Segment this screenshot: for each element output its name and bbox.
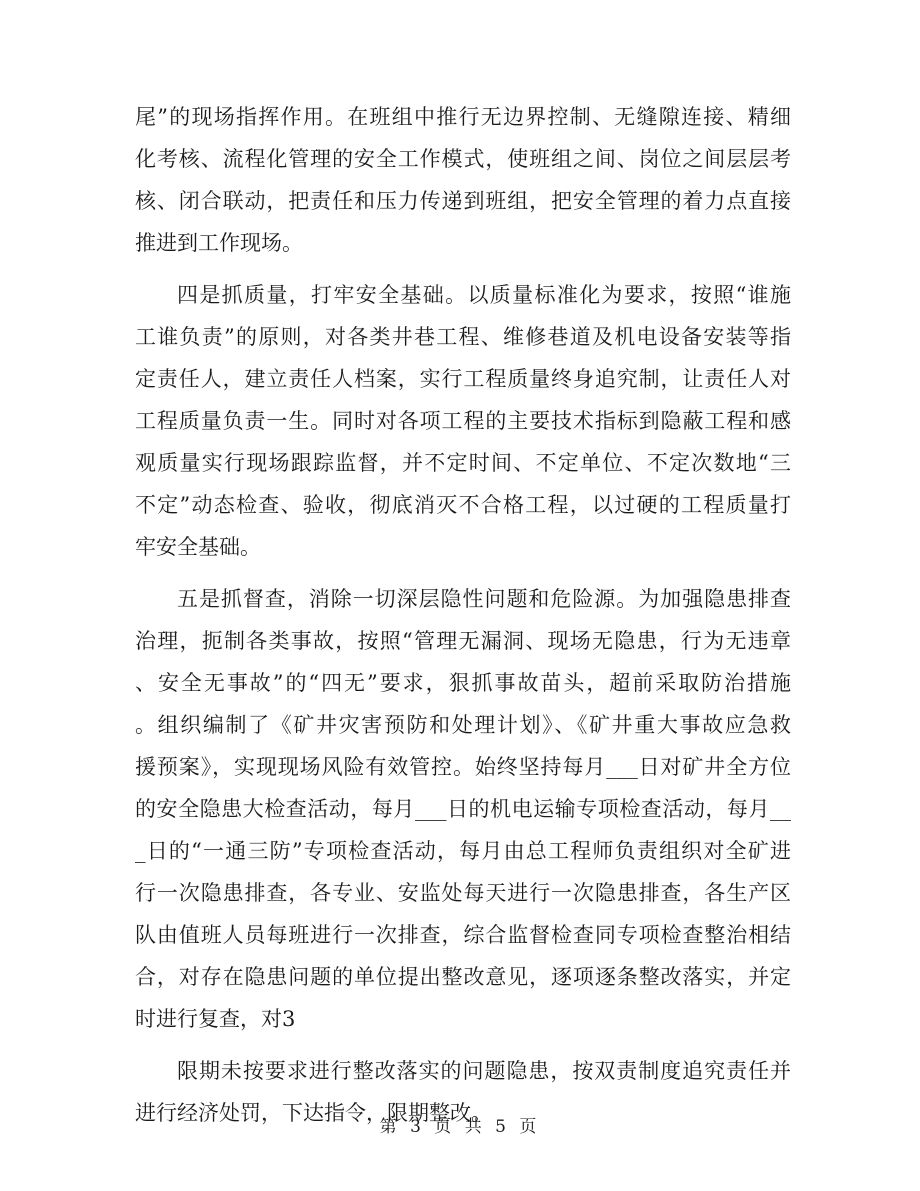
text-line: 、安全无事故”的“四无”要求，狠抓事故苗头，超前采取防治措施 (135, 671, 791, 695)
text-line: 推进到工作现场。 (135, 231, 303, 255)
text-line: 化考核、流程化管理的安全工作模式，使班组之间、岗位之间层层考 (135, 147, 791, 171)
text-line: 治理，扼制各类事故，按照“管理无漏洞、现场无隐患，行为无违章 (135, 629, 791, 653)
paragraph (135, 96, 791, 264)
text-line: 定责任人，建立责任人档案，实行工程质量终身追究制，让责任人对 (135, 367, 791, 391)
text-line: 的安全隐患大检查活动，每月___日的机电运输专项检查活动，每月__ (135, 797, 791, 821)
text-line: 四是抓质量，打牢安全基础。以质量标准化为要求，按照“谁施 (177, 283, 791, 307)
text-line: 五是抓督查，消除一切深层隐性问题和危险源。为加强隐患排查 (177, 587, 791, 611)
text-line: 工谁负责”的原则，对各类井巷工程、维修巷道及机电设备安装等指 (135, 325, 791, 349)
text-line: 援预案》，实现现场风险有效管控。始终坚持每月___日对矿井全方位 (135, 755, 791, 779)
page-number-footer: 第 3 页 共 5 页 (379, 1117, 541, 1137)
text-line: 时进行复查，对3 (135, 1007, 296, 1031)
text-line: 观质量实行现场跟踪监督，并不定时间、不定单位、不定次数地“三 (135, 451, 791, 475)
text-line: 队由值班人员每班进行一次排查，综合监督检查同专项检查整治相结 (135, 923, 791, 947)
document-body (135, 96, 791, 1134)
text-line: 核、闭合联动，把责任和压力传递到班组，把安全管理的着力点直接 (135, 189, 791, 213)
text-line: 限期未按要求进行整改落实的问题隐患，按双责制度追究责任并 (177, 1059, 791, 1083)
text-line: 工程质量负责一生。同时对各项工程的主要技术指标到隐蔽工程和感 (135, 409, 791, 433)
text-line: 。组织编制了《矿井灾害预防和处理计划》、《矿井重大事故应急救 (135, 713, 791, 737)
text-line: _日的“一通三防”专项检查活动，每月由总工程师负责组织对全矿进 (135, 839, 791, 863)
paragraph (135, 274, 791, 568)
text-line: 合，对存在隐患问题的单位提出整改意见，逐项逐条整改落实，并定 (135, 965, 791, 989)
text-line: 进行经济处罚，下达指令，限期整改。 (135, 1101, 492, 1125)
paragraph (135, 578, 791, 1040)
text-line: 不定”动态检查、验收，彻底消灭不合格工程，以过硬的工程质量打 (135, 493, 791, 517)
text-line: 行一次隐患排查，各专业、安监处每天进行一次隐患排查，各生产区 (135, 881, 791, 905)
text-line: 尾”的现场指挥作用。在班组中推行无边界控制、无缝隙连接、精细 (135, 105, 791, 129)
text-line: 牢安全基础。 (135, 535, 261, 559)
